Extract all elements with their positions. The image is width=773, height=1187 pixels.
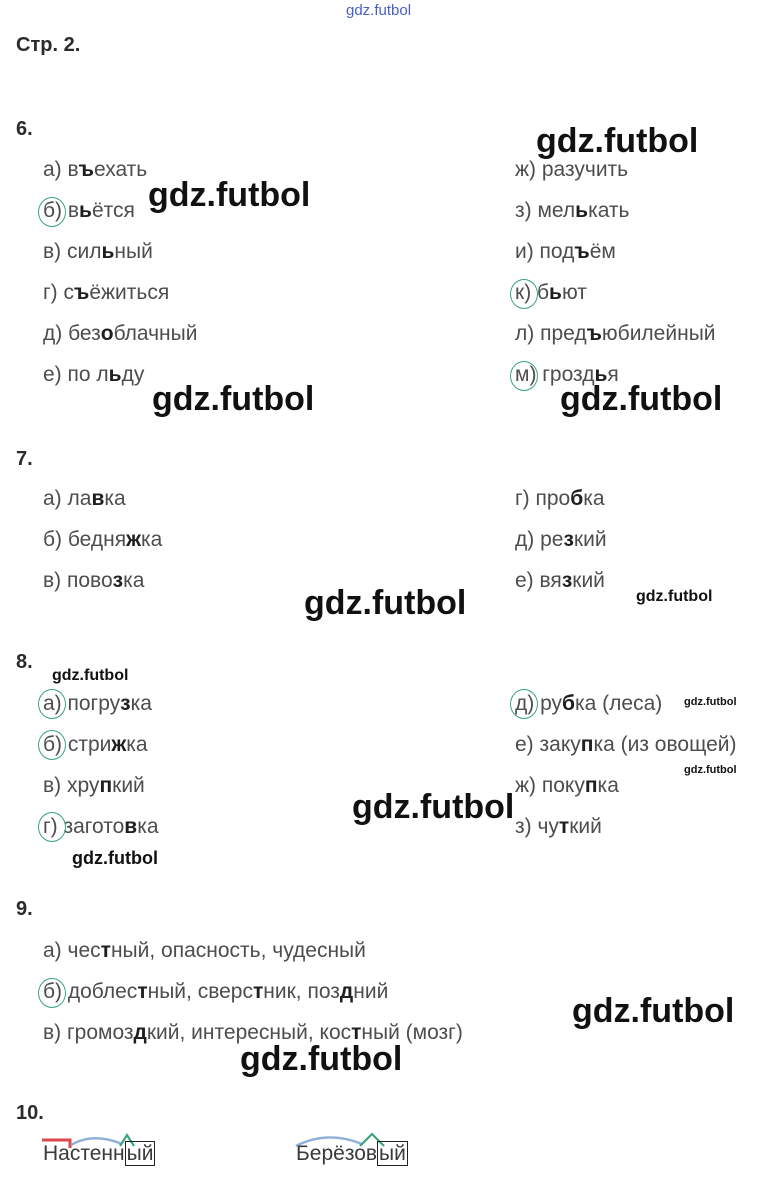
answer-option <box>43 774 145 798</box>
option-text: е) вя <box>515 569 562 592</box>
option-text: блачный <box>113 322 198 345</box>
answer-option <box>515 528 607 552</box>
highlighted-letter: з <box>561 569 573 592</box>
task-number: 10. <box>16 1102 44 1124</box>
highlighted-letter: ъ <box>74 281 90 304</box>
answer-option <box>515 158 628 182</box>
option-text: и) под <box>515 240 575 263</box>
word-nastennyy: Настенный <box>43 1142 154 1165</box>
answer-option <box>43 528 162 552</box>
option-text: з) мел <box>515 199 576 222</box>
highlighted-letter: т <box>100 939 111 962</box>
answer-circle <box>510 361 538 391</box>
highlighted-letter: п <box>580 733 594 756</box>
option-text: ёжиться <box>89 281 170 304</box>
task-number: 9. <box>16 898 33 920</box>
option-text: ка (леса) <box>575 692 663 715</box>
highlighted-letter: в <box>124 815 138 838</box>
answer-option <box>515 774 619 798</box>
option-text: д) ру <box>515 692 563 715</box>
option-text: кий <box>572 569 605 592</box>
option-text: д) ре <box>515 528 564 551</box>
highlighted-letter: б <box>562 692 576 715</box>
highlighted-letter: ж <box>126 528 141 551</box>
highlighted-letter: ь <box>101 240 115 263</box>
watermark: gdz.futbol <box>304 584 467 622</box>
option-text: б) бедня <box>43 528 127 551</box>
option-text: ка <box>597 774 619 797</box>
option-text: е) заку <box>515 733 581 756</box>
option-text: г) загото <box>43 815 125 838</box>
answer-option <box>515 199 630 223</box>
highlighted-letter: ь <box>575 199 589 222</box>
option-text: ж) разучить <box>515 158 629 181</box>
answer-circle <box>510 279 538 309</box>
answer-option <box>43 980 388 1004</box>
watermark: gdz.futbol <box>72 848 158 868</box>
option-text: кий, интересный, кос <box>146 1021 352 1044</box>
highlighted-letter: ь <box>108 363 122 386</box>
option-text: а) в <box>43 158 79 181</box>
answer-option <box>515 322 716 346</box>
watermark: gdz.futbol <box>352 788 515 826</box>
task-number: 7. <box>16 448 33 470</box>
option-text: б) стри <box>43 733 112 756</box>
highlighted-letter: з <box>112 569 124 592</box>
option-text: ка <box>140 528 163 551</box>
option-text: а) ла <box>43 487 92 510</box>
page-reference: Стр. 2. <box>16 34 81 56</box>
option-text: а) погру <box>43 692 121 715</box>
option-text: в) хру <box>43 774 100 797</box>
highlighted-letter: з <box>120 692 131 715</box>
highlighted-letter: т <box>351 1021 362 1044</box>
option-text: з) чу <box>515 815 559 838</box>
option-text: ж) поку <box>515 774 585 797</box>
option-text: кий <box>112 774 145 797</box>
option-text: л) пред <box>515 322 587 345</box>
answer-option <box>43 158 147 182</box>
answer-option <box>515 569 605 593</box>
option-text: б) в <box>43 199 80 222</box>
highlighted-letter: ъ <box>574 240 590 263</box>
answer-option <box>515 733 737 757</box>
option-text: ник, поз <box>263 980 340 1003</box>
option-text: в) сил <box>43 240 102 263</box>
highlighted-letter: ъ <box>586 322 602 345</box>
answer-circle <box>510 689 538 719</box>
option-text: ный <box>114 240 153 263</box>
answer-option <box>43 240 153 264</box>
answer-option <box>43 363 144 387</box>
option-text: ный (мозг) <box>361 1021 463 1044</box>
watermark: gdz.futbol <box>572 992 735 1030</box>
site-header-link[interactable]: gdz.futbol <box>346 2 412 19</box>
highlighted-letter: ь <box>79 199 92 222</box>
option-text: г) про <box>515 487 571 510</box>
highlighted-letter: д <box>133 1021 147 1044</box>
highlighted-letter: д <box>339 980 354 1003</box>
highlighted-letter: т <box>558 815 570 838</box>
highlighted-letter: о <box>100 322 114 345</box>
option-text: я <box>607 363 619 386</box>
watermark: gdz.futbol <box>636 588 713 605</box>
task-number: 6. <box>16 118 33 140</box>
answer-option <box>43 569 144 593</box>
option-text: в) пово <box>43 569 113 592</box>
option-text: ка <box>583 487 605 510</box>
option-text: кий <box>573 528 607 551</box>
option-text: д) без <box>43 322 101 345</box>
option-text: ка <box>137 815 159 838</box>
highlighted-letter: б <box>570 487 584 510</box>
watermark: gdz.futbol <box>152 380 315 418</box>
option-text: ём <box>589 240 616 263</box>
highlighted-letter: ъ <box>78 158 94 181</box>
option-text: ехать <box>93 158 148 181</box>
option-text: е) по л <box>43 363 109 386</box>
answer-option <box>515 240 616 264</box>
watermark: gdz.futbol <box>684 696 737 708</box>
option-text: ка <box>126 733 148 756</box>
option-text: кать <box>588 199 630 222</box>
option-text: в) громоз <box>43 1021 134 1044</box>
option-text: ка <box>130 692 152 715</box>
task-number: 8. <box>16 651 33 673</box>
answer-option <box>43 281 169 305</box>
option-text: б) доблес <box>43 980 138 1003</box>
option-text: ный, сверс <box>147 980 253 1003</box>
answer-circle <box>38 197 66 227</box>
option-text: а) чес <box>43 939 101 962</box>
ending-box: ый <box>126 1142 154 1165</box>
option-text: ётся <box>91 199 135 222</box>
option-text: ют <box>561 281 587 304</box>
answer-circle <box>38 730 66 760</box>
watermark: gdz.futbol <box>560 380 723 418</box>
highlighted-letter: т <box>137 980 148 1003</box>
highlighted-letter: п <box>584 774 598 797</box>
highlighted-letter: п <box>99 774 113 797</box>
ending-box: ый <box>379 1142 406 1165</box>
option-text: г) с <box>43 281 74 304</box>
watermark: gdz.futbol <box>148 176 311 214</box>
watermark: gdz.futbol <box>240 1040 403 1078</box>
answer-circle <box>38 978 66 1008</box>
answer-option <box>43 939 366 963</box>
option-text: ка <box>104 487 126 510</box>
option-text: к) б <box>515 281 550 304</box>
word-beryozovyy: Берёзовый <box>296 1142 406 1165</box>
answer-circle <box>38 689 66 719</box>
highlighted-letter: т <box>252 980 264 1003</box>
option-text: ний <box>353 980 389 1003</box>
highlighted-letter: ь <box>549 281 562 304</box>
option-text: ка (из овощей) <box>593 733 737 756</box>
option-text: ный, опасность, чудесный <box>110 939 366 962</box>
option-text: ка <box>123 569 145 592</box>
option-text: кий <box>569 815 602 838</box>
highlighted-letter: ь <box>594 363 608 386</box>
watermark: gdz.futbol <box>52 667 129 684</box>
highlighted-letter: з <box>563 528 574 551</box>
highlighted-letter: в <box>91 487 105 510</box>
answer-option <box>43 487 126 511</box>
option-text: юбилейный <box>601 322 716 345</box>
watermark: gdz.futbol <box>536 122 699 160</box>
option-text: м) грозд <box>515 363 595 386</box>
option-text: ду <box>121 363 145 386</box>
highlighted-letter: ж <box>111 733 127 756</box>
watermark: gdz.futbol <box>684 764 737 776</box>
answer-option <box>43 322 197 346</box>
answer-option <box>515 487 605 511</box>
answer-option <box>515 815 602 839</box>
answer-circle <box>38 812 66 842</box>
